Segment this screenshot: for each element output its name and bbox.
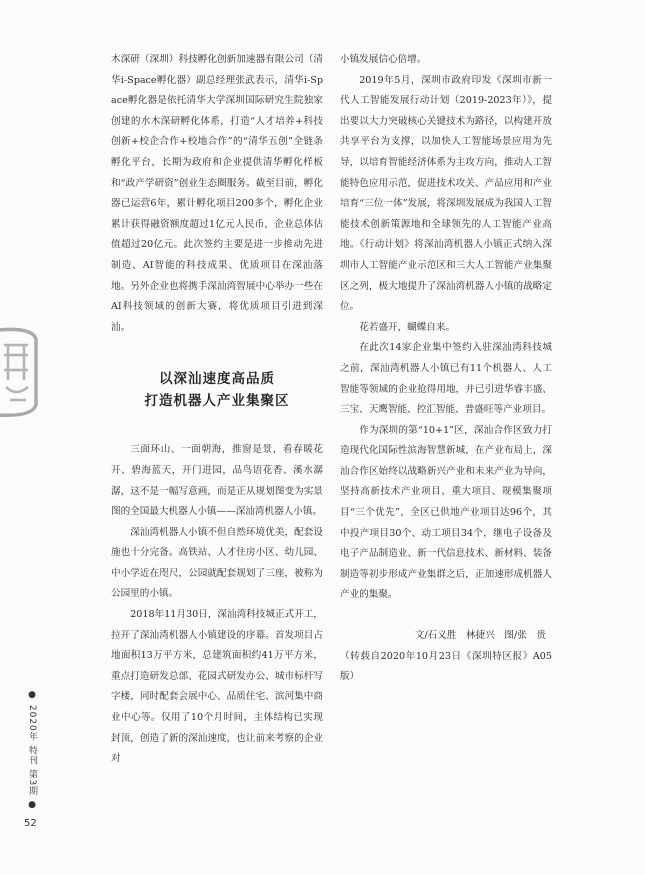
article-paragraph: 2018年11月30日，深汕湾科技城正式开工，拉开了深汕湾机器人小镇建设的序幕。首发项目占地面积13万平方米，总建筑面积约41万平方米，重点打造研发总部、花园式研发办公、城市标杆写字楼，同时配套会展中心、品质住宅、滨河集中商业中心等。仅用了10个月时间，主体结构已实现封顶，创造了新的深汕速度，也让前来考察的企业对 bbox=[111, 609, 323, 765]
article-paragraph: 三面环山、一面朝海，推窗是景，看春暖花开、碧海蓝天，开门进园，品鸟语花香、溪水潺潺，这不是一幅写意画，而是正从规划图变为实景图的全国最大机器人小镇——深汕湾机器人小镇。 bbox=[111, 444, 323, 518]
left-column bbox=[111, 50, 323, 770]
article-paragraph: 木深研（深圳）科技孵化创新加速器有限公司（清华i-Space孵化器）副总经理张武表示，清华i-Space孵化器是依托清华大学深圳国际研究生院独家创建的水木深研孵化体系，打造“人才培养+科技创新+校企合作+校地合作”的“清华五创”全链条孵化平台，长期为政府和企业提供清华孵化样板和“政产学研资”创业生态圈服务。截至目前，孵化器已运营6年，累计孵化项目200多个，孵化企业累计获得融资额度超过1亿元人民币，企业总体估值超过20亿元。此次签约主要是进一步推动先进制造、AI智能的科技成果、优质项目在深汕落地。另外企业也将携手深汕湾智展中心举办一些在AI科技领域的创新大赛，将优质项目引进到深汕。 bbox=[111, 54, 323, 333]
byline: 文/石义胜 林捷兴 图/张 贵 bbox=[414, 630, 546, 642]
section-heading bbox=[111, 368, 323, 412]
issue-label: ● 2020年 特刊 第3期 ● bbox=[27, 690, 37, 812]
right-column bbox=[340, 50, 552, 688]
source-note: （转载自2020年10月23日《深圳特区报》A05版） bbox=[340, 650, 552, 683]
article-paragraph: 2019年5月，深圳市政府印发《深圳市新一代人工智能发展行动计划（2019-2023年）》，提出要以大力突破核心关键技术为路径，以构建开放共享平台为支撑，以加快人工智能场景应用为先导，以培育智能经济体系为主攻方向，推动人工智能特色应用示范，促进技术攻关、产品应用和产业培育“三位一体”发展，将深圳发展成为我国人工智能技术创新策源地和全球领先的人工智能产业高地。《行动计划》将深汕湾机器人小镇正式纳入深圳市人工智能产业示范区和三大人工智能产业集聚区之列，极大地提升了深汕湾机器人小镇的战略定位。 bbox=[340, 74, 552, 313]
section-heading-line1: 以深汕速度高品质 bbox=[159, 371, 275, 388]
article-paragraph: 在此次14家企业集中签约入驻深汕湾科技城之前，深汕湾机器人小镇已有11个机器人、人工智能等领域的企业抢得用地，并已引进华睿丰盛、三宝、天鹰智能、控汇智能、普盛旺等产业项目。 bbox=[340, 342, 552, 416]
section-heading-line2: 打造机器人产业集聚区 bbox=[144, 393, 290, 410]
article-paragraph: 花若盛开，蝴蝶自来。 bbox=[359, 321, 456, 333]
article-paragraph: 小镇发展信心倍增。 bbox=[340, 54, 427, 65]
article-paragraph: 深汕湾机器人小镇不但自然环境优美，配套设施也十分完备。高铁站、人才住房小区、幼儿园、中小学近在咫尺，公园就配套规划了三座，被称为公园里的小镇。 bbox=[111, 526, 323, 600]
seal-stamp-icon bbox=[0, 325, 46, 420]
article-paragraph: 作为深圳的第“10+1”区，深汕合作区致力打造现代化国际性滨海智慧新城，在产业布局上，深汕合作区始终以战略新兴产业和未来产业为导向，坚持高新技术产业项目、重大项目、规模集聚项目“三个优先”，全区已供地产业项目达96个，其中投产项目30个、动工项目34个，继电子设备及电子产品制造业、新一代信息技术、新材料、装备制造等初步形成产业集群之后，正加速形成机器人产业的集聚。 bbox=[340, 424, 552, 601]
page-number: 52 bbox=[24, 818, 37, 829]
